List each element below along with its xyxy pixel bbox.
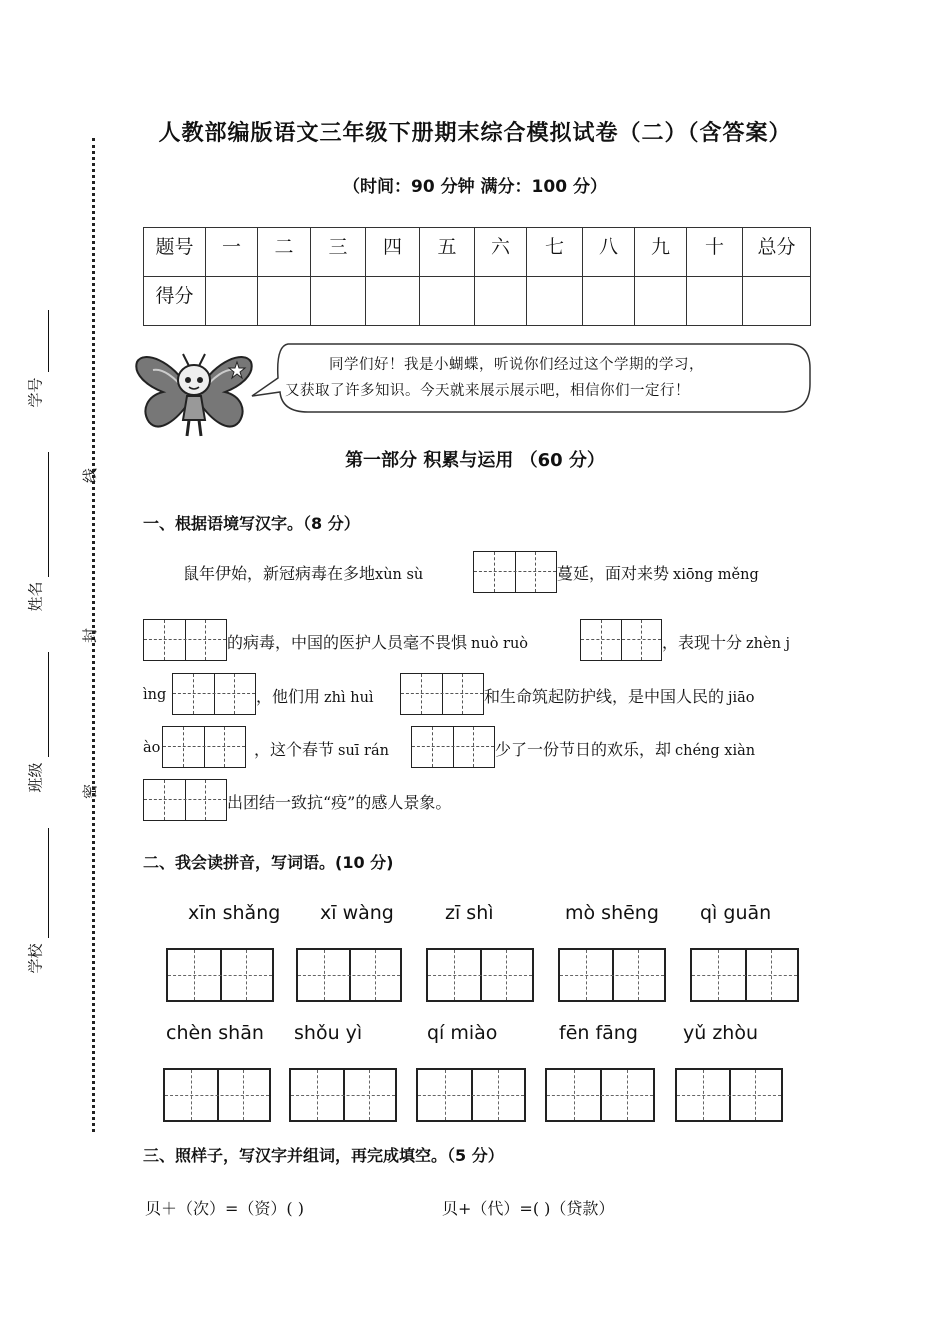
score-input-cell[interactable] [475, 277, 527, 326]
answer-box-xiongmeng[interactable] [143, 619, 227, 661]
word-writing-grid[interactable] [675, 1068, 783, 1122]
word-writing-grid[interactable] [289, 1068, 397, 1122]
student-id-underline [48, 310, 49, 372]
grid-line [412, 746, 494, 747]
score-input-cell[interactable] [420, 277, 475, 326]
q1-pinyin: nuò ruò [471, 636, 529, 652]
answer-box-jiaoao[interactable] [162, 726, 246, 768]
q1-text: 出团结一致抗“疫”的感人景象。 [227, 793, 452, 812]
school-label: 学校 [26, 943, 45, 974]
q1-pinyin: ào [143, 740, 161, 756]
score-input-cell[interactable] [583, 277, 635, 326]
pinyin-label: fēn fāng [559, 1022, 638, 1044]
q1-line-2b [662, 630, 790, 653]
table-cell: 六 [475, 228, 527, 277]
grid-line [601, 620, 602, 660]
q1-pinyin: zhèn j [746, 636, 791, 652]
pinyin-label: xīn shǎng [188, 902, 281, 924]
seal-mark-xian: 线 [81, 467, 100, 484]
q1-line-4b [254, 737, 389, 760]
table-cell: 十 [687, 228, 743, 277]
answer-box-suiran[interactable] [411, 726, 495, 768]
table-cell: 得分 [144, 277, 206, 326]
word-writing-grid[interactable] [545, 1068, 655, 1122]
q1-line-4c [495, 737, 755, 760]
q1-line-2 [227, 630, 528, 653]
grid-line [144, 639, 226, 640]
table-cell: 五 [420, 228, 475, 277]
seal-mark-mi: 密 [81, 783, 100, 800]
q3-example-left: 贝＋（次）=（资）( ) [145, 1199, 304, 1218]
grid-line [205, 780, 206, 820]
q1-pinyin: jiāo [728, 690, 755, 706]
word-writing-grid[interactable] [690, 948, 799, 1002]
q1-pinyin: xiōng měng [673, 567, 759, 583]
name-label: 姓名 [26, 581, 45, 612]
grid-line [205, 620, 206, 660]
word-writing-grid[interactable] [426, 948, 534, 1002]
pinyin-label: zī shì [445, 902, 494, 924]
grid-line [401, 693, 483, 694]
pinyin-label: yǔ zhòu [683, 1022, 759, 1044]
grid-line [421, 674, 422, 714]
table-cell: 八 [583, 228, 635, 277]
mascot-speech [285, 352, 805, 404]
pinyin-label: shǒu yì [294, 1022, 363, 1044]
q1-line-1 [183, 561, 423, 584]
student-id-field[interactable] [28, 310, 54, 410]
answer-box-xunsu[interactable] [473, 551, 557, 593]
answer-box-zhenjing[interactable] [172, 673, 256, 715]
q1-text: ，他们用 [256, 687, 321, 706]
q1-line-3c [484, 684, 755, 707]
grid-line [144, 799, 226, 800]
grid-line [462, 674, 463, 714]
q1-pinyin: suī rán [338, 743, 389, 759]
grid-line [473, 727, 474, 767]
grid-line [494, 552, 495, 592]
grid-line [185, 780, 186, 820]
speech-line-2: 又获取了许多知识。今天就来展示展示吧，相信你们一定行！ [285, 383, 690, 399]
q1-text: ，表现十分 [662, 633, 743, 652]
q1-text: 少了一份节日的欢乐，却 [495, 740, 672, 759]
answer-box-zhihui[interactable] [400, 673, 484, 715]
grid-line [163, 746, 245, 747]
q1-line-3b [256, 684, 374, 707]
score-input-cell[interactable] [206, 277, 258, 326]
grid-line [515, 552, 516, 592]
student-id-label: 学号 [26, 377, 45, 408]
grid-line [193, 674, 194, 714]
q1-line-3 [143, 684, 166, 703]
grid-line [234, 674, 235, 714]
school-underline [48, 828, 49, 938]
score-input-cell[interactable] [527, 277, 583, 326]
q1-text: 蔓延，面对来势 [557, 564, 670, 583]
score-input-cell[interactable] [687, 277, 743, 326]
butterfly-mascot-icon [133, 350, 255, 442]
word-writing-grid[interactable] [166, 948, 274, 1002]
grid-line [164, 620, 165, 660]
pinyin-label: mò shēng [565, 902, 659, 924]
q1-pinyin: zhì huì [324, 690, 374, 706]
grid-line [581, 639, 661, 640]
score-table-score-row [144, 277, 811, 326]
grid-line [535, 552, 536, 592]
name-field[interactable] [28, 452, 54, 612]
pinyin-label: qì guān [700, 902, 772, 924]
q3-example-right: 贝+（代）=( )（贷款） [442, 1199, 615, 1218]
score-input-cell[interactable] [635, 277, 687, 326]
score-input-cell[interactable] [258, 277, 311, 326]
pinyin-label: chèn shān [166, 1022, 264, 1044]
page-title: 人教部编版语文三年级下册期末综合模拟试卷（二）（含答案） [158, 121, 792, 146]
table-cell: 七 [527, 228, 583, 277]
grid-line [641, 620, 642, 660]
word-writing-grid[interactable] [163, 1068, 271, 1122]
score-table-header-row [144, 228, 811, 277]
grid-line [621, 620, 622, 660]
table-cell: 三 [311, 228, 366, 277]
table-cell: 总分 [743, 228, 811, 277]
grid-line [173, 693, 255, 694]
word-writing-grid[interactable] [296, 948, 402, 1002]
grid-line [214, 674, 215, 714]
pinyin-label: qí miào [427, 1022, 498, 1044]
score-input-cell[interactable] [743, 277, 811, 326]
answer-box-nuoruo[interactable] [580, 619, 662, 661]
speech-line-1: 同学们好！我是小蝴蝶，听说你们经过这个学期的学习， [329, 357, 704, 373]
q1-text: 的病毒，中国的医护人员毫不畏惧 [227, 633, 468, 652]
score-table [143, 227, 811, 326]
part-one-title: 第一部分 积累与运用 （60 分） [345, 450, 605, 471]
class-label: 班级 [26, 762, 45, 793]
table-cell: 四 [366, 228, 420, 277]
score-input-cell[interactable] [366, 277, 420, 326]
table-cell: 二 [258, 228, 311, 277]
grid-line [183, 727, 184, 767]
grid-line [474, 571, 556, 572]
q1-pinyin: ìng [143, 687, 167, 703]
q1-line-4 [143, 737, 160, 756]
grid-line [432, 727, 433, 767]
grid-line [453, 727, 454, 767]
word-writing-grid[interactable] [558, 948, 666, 1002]
q1-pinyin: xùn sù [375, 567, 424, 583]
q2-heading: 二、我会读拼音，写词语。(10 分) [143, 853, 394, 872]
exam-info: （时间：90 分钟 满分：100 分） [343, 177, 607, 197]
school-field[interactable] [26, 828, 54, 974]
grid-line [204, 727, 205, 767]
q1-heading: 一、根据语境写汉字。（8 分） [143, 514, 360, 533]
q1-text: 鼠年伊始，新冠病毒在多地 [183, 564, 376, 583]
q1-text: ，这个春节 [254, 740, 335, 759]
pinyin-label: xī wàng [320, 902, 394, 924]
table-cell: 一 [206, 228, 258, 277]
q1-pinyin: chéng xiàn [675, 743, 756, 759]
grid-line [442, 674, 443, 714]
word-writing-grid[interactable] [416, 1068, 526, 1122]
table-cell: 题号 [144, 228, 206, 277]
seal-mark-feng: 封 [81, 627, 100, 644]
class-underline [48, 652, 49, 757]
grid-line [224, 727, 225, 767]
q1-text: 和生命筑起防护线，是中国人民的 [484, 687, 725, 706]
q1-line-5 [227, 790, 451, 813]
answer-box-chengxian[interactable] [143, 779, 227, 821]
class-field[interactable] [28, 652, 54, 792]
q1-line-1b [557, 561, 759, 584]
table-cell: 九 [635, 228, 687, 277]
grid-line [185, 620, 186, 660]
q3-heading: 三、照样子，写汉字并组词，再完成填空。（5 分） [143, 1146, 504, 1165]
grid-line [164, 780, 165, 820]
score-input-cell[interactable] [311, 277, 366, 326]
